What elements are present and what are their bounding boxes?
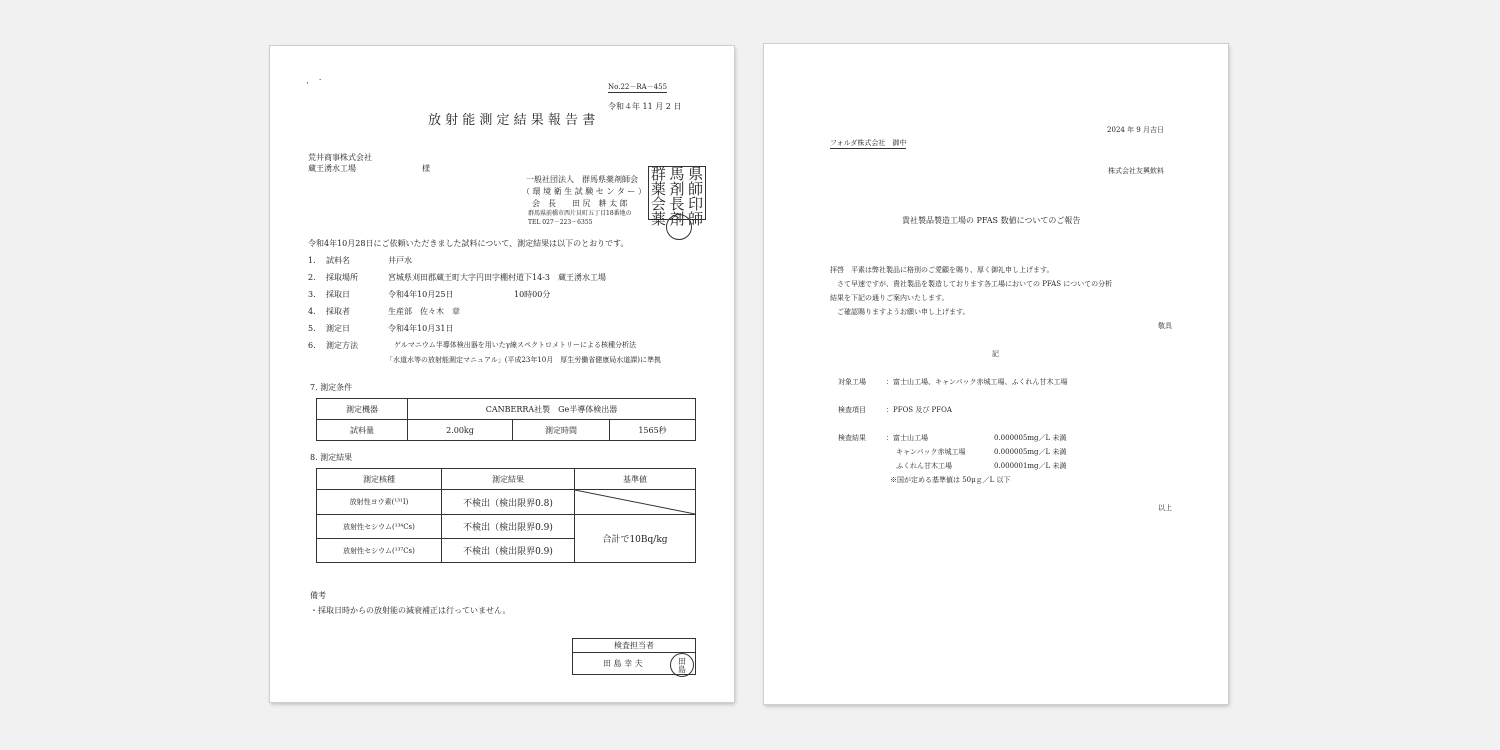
results-header: 測定核種 — [317, 469, 442, 490]
body-line: 拝啓 平素は弊社製品に格別のご愛顧を賜り、厚く御礼申し上げます。 — [830, 266, 1054, 274]
item-extra: 10時00分 — [514, 290, 551, 299]
results-heading: 8. 測定結果 — [310, 453, 353, 462]
body-line: 結果を下記の通りご案内いたします。 — [830, 294, 949, 302]
end-mark: 以上 — [1158, 504, 1172, 512]
result-value: 0.000001mg／L 未満 — [994, 462, 1067, 470]
remarks-text: ・採取日時からの放射能の減衰補正は行っていません。 — [310, 606, 511, 615]
inspector-name: 田 島 幸 夫 — [573, 653, 696, 675]
amount-label: 試料量 — [317, 420, 408, 441]
result-value: 0.000005mg／L 未満 — [994, 434, 1067, 442]
item-label: 採取場所 — [326, 273, 358, 282]
results-header: 測定結果 — [442, 469, 575, 490]
item-value: 井戸水 — [388, 256, 412, 265]
round-seal-icon — [666, 214, 692, 240]
results-table — [316, 468, 696, 563]
issuer-org: 一般社団法人 群馬県薬剤師会 — [526, 175, 638, 184]
standard-cell: 合計で10Bq/kg — [575, 515, 696, 563]
report-title: 放 射 能 測 定 結 果 報 告 書 — [428, 113, 596, 128]
report-date: 令和４年 11 月 2 日 — [608, 102, 682, 111]
result-cell: 不検出（検出限界0.9) — [442, 515, 575, 539]
body-line: さて早速ですが、貴社製品を製造しております各工場においての PFAS についての分析 — [830, 280, 1113, 288]
result-cell: 不検出（検出限界0.8) — [442, 490, 575, 515]
item-label: 試料名 — [326, 256, 350, 265]
item-value: 令和4年10月25日 — [388, 290, 454, 299]
result-plant: キャンパック赤城工場 — [896, 448, 966, 456]
item-label: 採取者 — [326, 307, 350, 316]
inspector-seal-icon: 田島 — [670, 653, 694, 677]
item-label: 採取日 — [326, 290, 350, 299]
time-value: 1565秒 — [610, 420, 696, 441]
item-value: 宮城県刈田郡蔵王町大字円田字棚村道下14-3 蔵王湧水工場 — [388, 273, 606, 282]
letter-date: 2024 年 9 月吉日 — [1107, 126, 1164, 134]
inspector-label: 検査担当者 — [573, 639, 696, 653]
letter-recipient: フォルダ株式会社 御中 — [830, 139, 907, 147]
amount-value: 2.00kg — [408, 420, 513, 441]
table-row — [317, 490, 696, 515]
result-plant: ふくれん甘木工場 — [896, 462, 952, 470]
remarks-heading: 備考 — [310, 591, 326, 600]
result-plant: ：富士山工場 — [886, 434, 928, 442]
recipient-honorific: 様 — [422, 164, 430, 173]
item-label: 測定方法 — [326, 341, 358, 350]
standard-note: ※国が定める基準値は 50μｇ／L 以下 — [890, 476, 1011, 484]
results-label: 検査結果 — [838, 434, 866, 442]
letter-title: 貴社製品製造工場の PFAS 数値についてのご報告 — [902, 216, 1081, 225]
issuer-center: （ 環 境 衛 生 試 験 セ ン タ ー ） — [522, 187, 646, 196]
results-header: 基準値 — [575, 469, 696, 490]
report-page-right — [764, 44, 1228, 704]
letter-sender: 株式会社友興飲料 — [1108, 167, 1164, 175]
ki-mark: 記 — [992, 350, 999, 358]
result-value: 0.000005mg／L 未満 — [994, 448, 1067, 456]
table-row — [317, 515, 696, 539]
issuer-address: 群馬県前橋市西片貝町五丁目18番地の — [528, 210, 632, 217]
item-number: 6. — [308, 341, 316, 350]
item-value: 生産部 佐々木 章 — [388, 307, 460, 316]
instrument-value: CANBERRA社製 Ge半導体検出器 — [408, 399, 696, 420]
issuer-tel: TEL 027－223－6355 — [528, 219, 593, 226]
item-label: 測定日 — [326, 324, 350, 333]
item-number: 4. — [308, 307, 316, 316]
report-page-left — [270, 46, 734, 702]
official-seal-stamp: 群 馬 県 薬 剤 師 会 長 印 薬 剤 師 — [648, 166, 706, 220]
item-number: 3. — [308, 290, 316, 299]
body-line: ご確認賜りますようお願い申し上げます。 — [830, 308, 970, 316]
recipient-plant: 蔵王湧水工場 — [308, 164, 356, 173]
item-value: 令和4年10月31日 — [388, 324, 454, 333]
result-cell: 不検出（検出限界0.9) — [442, 539, 575, 563]
diagonal-line-icon — [575, 490, 695, 514]
nuclide-cell: 放射性ヨウ素(¹³¹I) — [317, 490, 442, 515]
target-value: ：富士山工場、キャンパック赤城工場、ふくれん甘木工場 — [886, 378, 1068, 386]
nuclide-cell: 放射性セシウム(¹³⁴Cs) — [317, 515, 442, 539]
scan-speck: · ˙ — [306, 79, 323, 89]
item-number: 5. — [308, 324, 316, 333]
target-label: 対象工場 — [838, 378, 866, 386]
recipient-company: 荒井商事株式会社 — [308, 153, 372, 162]
item-number: 2. — [308, 273, 316, 282]
intro-text: 令和4年10月28日にご依頼いただきました試料について、測定結果は以下のとおりです。 — [308, 239, 629, 248]
instrument-label: 測定機器 — [317, 399, 408, 420]
time-label: 測定時間 — [513, 420, 610, 441]
item-value: ゲルマニウム半導体検出器を用いたγ線スペクトロメトリーによる核種分析法 — [394, 341, 636, 349]
items-value: ：PFOS 及び PFOA — [886, 406, 952, 414]
closing-word: 敬具 — [1158, 322, 1172, 330]
blank-standard-cell — [575, 490, 696, 515]
nuclide-cell: 放射性セシウム(¹³⁷Cs) — [317, 539, 442, 563]
document-number: No.22－RA－455 — [608, 83, 668, 91]
conditions-heading: 7. 測定条件 — [310, 383, 353, 392]
conditions-table — [316, 398, 696, 441]
item-number: 1. — [308, 256, 316, 265]
item-extra: 「水道水等の放射能測定マニュアル」(平成23年10月 厚生労働省健康局水道課)に準拠 — [386, 356, 661, 364]
items-label: 検査項目 — [838, 406, 866, 414]
issuer-president: 会 長 田 尻 耕 太 郎 — [532, 199, 628, 208]
